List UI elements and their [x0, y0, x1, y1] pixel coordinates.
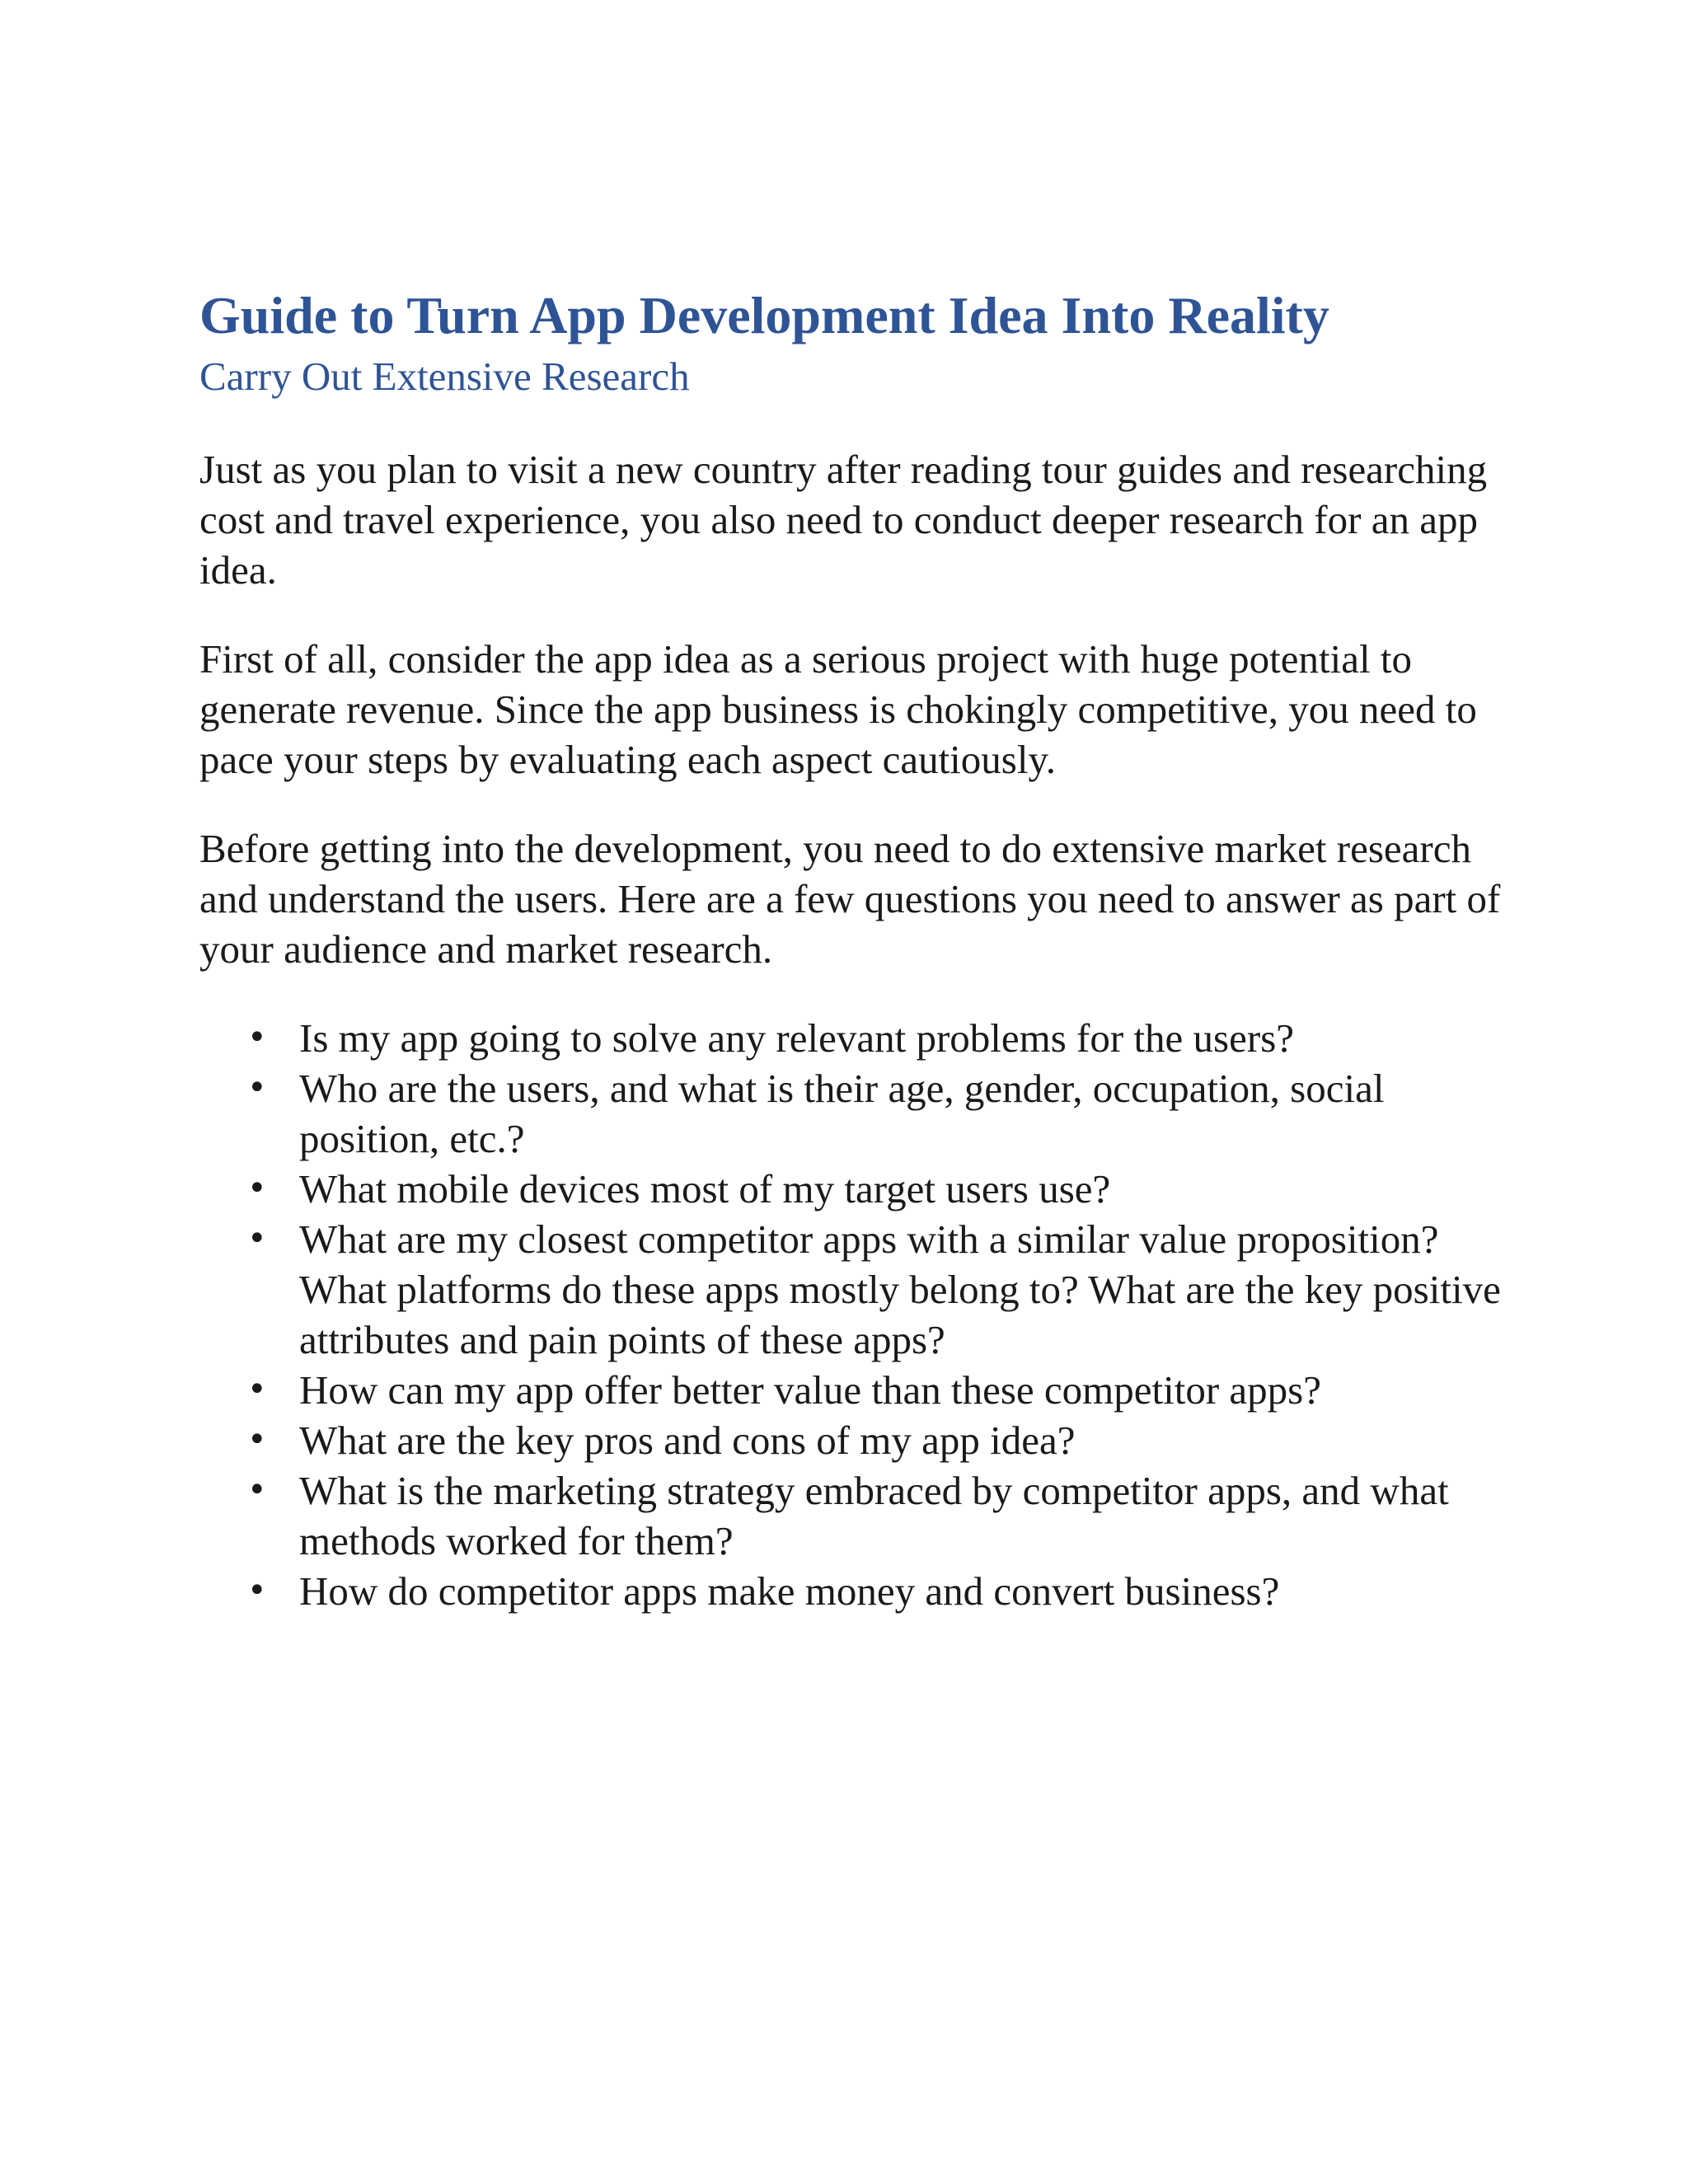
- list-item: [199, 1214, 1502, 1365]
- section-heading: Carry Out Extensive Research: [199, 353, 690, 399]
- bullet-icon: •: [247, 1018, 267, 1057]
- bullet-icon: •: [247, 1219, 267, 1258]
- document-title: Guide to Turn App Development Idea Into Reality: [199, 286, 1329, 344]
- document-body: [199, 284, 1502, 1616]
- bullet-icon: •: [247, 1470, 267, 1509]
- bullet-icon: •: [247, 1169, 267, 1207]
- list-item-text: How can my app offer better value than these competitor apps?: [299, 1366, 1321, 1413]
- list-item-text: Who are the users, and what is their age, gender, occupation, social position, etc.?: [299, 1065, 1385, 1161]
- project-paragraph: First of all, consider the app idea as a serious project with huge potential to generate revenue. Since the app business is chokingly competitive, you need to pace your steps by evaluating each aspect cautiously.: [199, 635, 1477, 782]
- list-item-text: What are my closest competitor apps with a similar value proposition? What platforms do these apps mostly belong to? What are the key positive attributes and pain points of these apps?: [299, 1216, 1501, 1362]
- list-item: [199, 1164, 1502, 1214]
- bullet-icon: •: [247, 1068, 267, 1107]
- bullet-icon: •: [247, 1370, 267, 1408]
- list-item: [199, 1013, 1502, 1063]
- list-item: [199, 1465, 1502, 1566]
- bullet-icon: •: [247, 1420, 267, 1459]
- list-item: [199, 1063, 1502, 1164]
- intro-paragraph: Just as you plan to visit a new country after reading tour guides and researching cost and travel experience, you also need to conduct deeper research for an app idea.: [199, 446, 1488, 593]
- research-paragraph: Before getting into the development, you need to do extensive market research and understand the users. Here are a few questions you need to answer as part of your audience and market research.: [199, 825, 1501, 972]
- list-item-text: What is the marketing strategy embraced by competitor apps, and what methods worked for them?: [299, 1467, 1449, 1563]
- bullet-icon: •: [247, 1571, 267, 1610]
- list-item-text: Is my app going to solve any relevant problems for the users?: [299, 1015, 1295, 1061]
- list-item-text: What mobile devices most of my target users use?: [299, 1165, 1111, 1212]
- list-item: [199, 1365, 1502, 1415]
- research-questions-list: [199, 1013, 1502, 1616]
- list-item-text: What are the key pros and cons of my app idea?: [299, 1417, 1076, 1463]
- list-item-text: How do competitor apps make money and convert business?: [299, 1568, 1280, 1614]
- list-item: [199, 1415, 1502, 1465]
- list-item: [199, 1566, 1502, 1616]
